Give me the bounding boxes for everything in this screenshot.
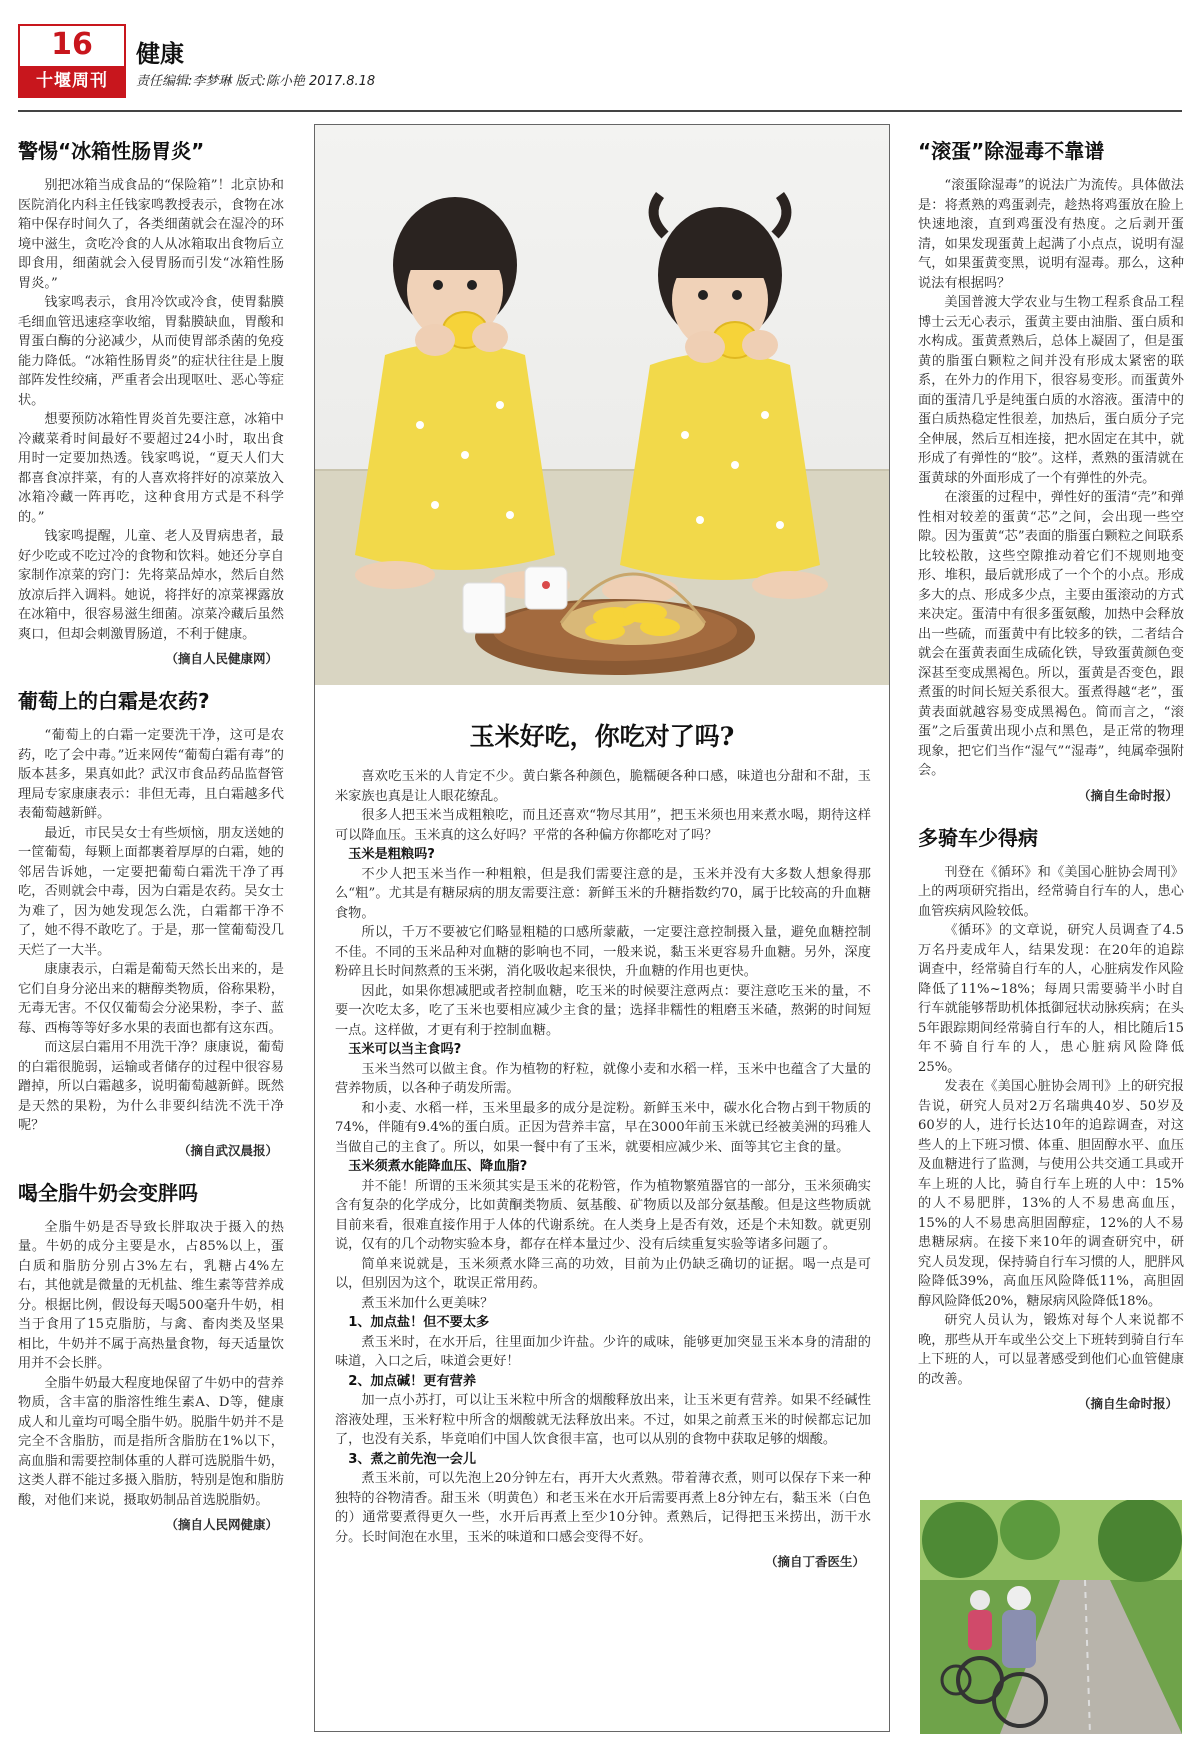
- paragraph: 和小麦、水稻一样，玉米里最多的成分是淀粉。新鲜玉米中，碳水化合物占到干物质的74%，伴随有9.4%的蛋白质。正因为营养丰富，早在3000年前玉米就已经被美洲的玛雅人当做自己的主食了。所以，如果一餐中有了玉米，就要相应减少米、面等其它主食的量。: [335, 1100, 871, 1155]
- article-source: （摘自人民健康网）: [165, 651, 278, 666]
- section-title: 健康: [136, 40, 184, 68]
- corn-article-title: 玉米好吃，你吃对了吗?: [469, 722, 735, 751]
- paragraph: 最近，市民吴女士有些烦恼，朋友送她的一筐葡萄，每颗上面都裹着厚厚的白霜，她的邻居告诉她，一定要把葡萄白霜洗干净了再吃，否则就会中毒，因为白霜是农药。吴女士为难了，因为她发现怎么洗，白霜都干净不了，她不得不敢吃了。于是，那一筐葡萄没几天烂了一大半。: [18, 825, 284, 958]
- article-title: “滚蛋”除湿毒不靠谱: [918, 139, 1105, 163]
- right-column: [918, 138, 1184, 1413]
- publication-name: 十堰周刊: [20, 66, 124, 96]
- paragraph: 康康表示，白霜是葡萄天然长出来的，是它们自身分泌出来的糖醇类物质，俗称果粉，无毒无害。不仅仅葡萄会分泌果粉，李子、蓝莓、西梅等等好多水果的表面也都有这东西。: [18, 962, 284, 1036]
- paragraph: 研究人员认为，锻炼对每个人来说都不晚，那些从开车或坐公交上下班转到骑自行车上下班的人，可以显著感受到他们心血管健康的改善。: [918, 1313, 1184, 1387]
- paragraph: 煮玉米前，可以先泡上20分钟左右，再开大火煮熟。带着薄衣煮，则可以保存下来一种独特的谷物清香。甜玉米（明黄色）和老玉米在水开后需要再煮上8分钟左右，黏玉米（白色的）通常要煮得更久一些，水开后再煮上至少10分钟。煮熟后，记得把玉米捞出，沥干水分。长时间泡在水里，玉米的味道和口感会变得不好。: [335, 1471, 871, 1545]
- paragraph: 钱家鸣提醒，儿童、老人及胃病患者，最好少吃或不吃过冷的食物和饮料。她还分享自家制作凉菜的窍门：先将菜品焯水，然后自然放凉后拌入调料。她说，将拌好的凉菜裸露放在冰箱中，很容易滋生细菌。凉菜冷藏后虽然爽口，但却会刺激胃肠道，不利于健康。: [18, 529, 284, 642]
- subheading: 玉米须煮水能降血压、降血脂?: [348, 1159, 528, 1174]
- article-eggs: [918, 138, 1184, 805]
- paragraph: 所以，千万不要被它们略显粗糙的口感所蒙蔽，一定要注意控制摄入量，避免血糖控制不佳。不同的玉米品种对血糖的影响也不同，一般来说，黏玉米更容易升血糖。另外，深度粉碎且长时间熬煮的玉米粥，消化吸收起来很快，升血糖的作用也更快。: [335, 925, 871, 979]
- paragraph: 美国普渡大学农业与生物工程系食品工程博士云无心表示，蛋黄主要由油脂、蛋白质和水构成。蛋黄煮熟后，总体上凝固了，但是蛋黄的脂蛋白颗粒之间并没有形成太紧密的联系，在外力的作用下，很容易变形。而蛋黄外面的蛋清几乎是纯蛋白质的水溶液。蛋清中的蛋白质热稳定性很差，加热后，蛋白质分子完全伸展，然后互相连接，把水固定在其中，就形成了有弹性的“胶”。这样，煮熟的蛋清就在蛋黄球的外面形成了一个有弹性的外壳。: [918, 295, 1184, 486]
- paragraph: 不少人把玉米当作一种粗粮，但是我们需要注意的是，玉米并没有大多数人想象得那么“粗”。尤其是有糖尿病的朋友需要注意：新鲜玉米的升糖指数约70，属于比较高的升血糖食物。: [335, 866, 871, 921]
- article-title: 喝全脂牛奶会变胖吗: [18, 1180, 198, 1205]
- paragraph: 钱家鸣表示，食用冷饮或冷食，使胃黏膜毛细血管迅速痉挛收缩，胃黏膜缺血，胃酸和胃蛋白酶的分泌减少，从而使胃部杀菌的免疫能力降低。“冰箱性肠胃炎”的症状往往是上腹部阵发性绞痛，严重者会出现呕吐、恶心等症状。: [18, 295, 284, 408]
- paragraph: 煮玉米时，在水开后，往里面加少许盐。少许的咸味，能够更加突显玉米本身的清甜的味道，入口之后，味道会更好！: [335, 1334, 871, 1369]
- right-child: [602, 195, 828, 604]
- subheading: 玉米是粗粮吗?: [348, 847, 435, 862]
- left-column: [18, 138, 284, 1534]
- twins-illustration: [315, 125, 889, 685]
- header-rule: [18, 110, 1182, 112]
- paragraph: 很多人把玉米当成粗粮吃，而且还喜欢“物尽其用”，把玉米须也用来煮水喝，期待这样可以降血压。玉米真的这么好吗？平常的各种偏方你都吃对了吗？: [335, 808, 871, 843]
- article-source: （摘自人民网健康）: [165, 1517, 278, 1532]
- paragraph: 发表在《美国心脏协会周刊》上的研究报告说，研究人员对2万名瑞典40岁、50岁及60岁的人，进行长达10年的追踪调查，对这些人的上下班习惯、体重、胆固醇水平、血压及血糖进行了监测，与使用公共交通工具或开车上班的人比，骑自行车上班的人中：15%的人不易肥胖，13%的人不易患高血压，15%的人不易患高胆固醇症，12%的人不易患糖尿病。在接下来10年的调查研究中，研究人员发现，保持骑自行车习惯的人，肥胖风险降低39%，高血压风险降低11%，高胆固醇风险降低20%，糖尿病风险降低18%。: [918, 1079, 1184, 1309]
- paragraph: 全脂牛奶最大程度地保留了牛奶中的营养物质，含丰富的脂溶性维生素A、D等，健康成人和儿童均可喝全脂牛奶。脱脂牛奶并不是完全不含脂肪，而是指所含脂肪在1%以下，高血脂和需要控制体重的人群可选脱脂牛奶，这类人群不能过多摄入脂肪，特别是饱和脂肪酸，对他们来说，摄取奶制品首选脱脂奶。: [18, 1375, 284, 1508]
- masthead: [18, 24, 1182, 102]
- article-source: （摘自生命时报）: [1077, 1396, 1178, 1411]
- article-fridge: [18, 138, 284, 668]
- page-number-box: [18, 24, 126, 98]
- paragraph: 在滚蛋的过程中，弹性好的蛋清“壳”和弹性相对较差的蛋黄“芯”之间，会出现一些空隙。因为蛋黄“芯”表面的脂蛋白颗粒之间联系比较松散，这些空隙推动着它们不规则地变形、堆积，最后就形成了一个个的小点。形成多大的点、形成多少点，主要由蛋滚动的方式来决定。蛋清中有很多蛋氨酸，加热中会释放出一些硫，而蛋黄中有比较多的铁，二者结合就会在蛋黄表面生成硫化铁，导致蛋黄颜色变深甚至变成黑褐色。所以，蛋黄是否变色，跟煮蛋的时间长短关系很大。蛋煮得越“老”，蛋黄表面就越容易变成黑褐色。简而言之，“滚蛋”之后蛋黄出现小点和黑色，是正常的物理现象，把它们当作“湿气”“湿毒”，纯属牵强附会。: [918, 490, 1184, 778]
- editor-credits: 责任编辑:李梦琳 版式:陈小艳 2017.8.18: [136, 74, 376, 89]
- paragraph: 想要预防冰箱性胃炎首先要注意，冰箱中冷藏菜肴时间最好不要超过24小时，取出食用时一定要加热透。钱家鸣说，“夏天人们大都喜食凉拌菜，有的人喜欢将拌好的凉菜放入冰箱冷藏一阵再吃，这种食用方式是不科学的。”: [18, 412, 284, 525]
- paragraph: 全脂牛奶是否导致长胖取决于摄入的热量。牛奶的成分主要是水，占85%以上，蛋白质和脂肪分别占3%左右，乳糖占4%左右，其他就是微量的无机盐、维生素等营养成分。根据比例，假设每天喝500毫升牛奶，相当于食用了15克脂肪，与禽、畜肉类及坚果相比，牛奶并不属于高热量食物，每天适量饮用并不会长胖。: [18, 1219, 284, 1371]
- paragraph: 玉米当然可以做主食。作为植物的籽粒，就像小麦和水稻一样，玉米中也蕴含了大量的营养物质，以各种子萌发所需。: [335, 1061, 871, 1096]
- paragraph: 煮玉米加什么更美味？: [361, 1295, 494, 1311]
- article-source: （摘自武汉晨报）: [177, 1142, 278, 1158]
- subheading: 1、加点盐！但不要太多: [348, 1315, 490, 1330]
- subheading: 3、煮之前先泡一会儿: [348, 1451, 477, 1467]
- page-number: 16: [51, 27, 93, 62]
- article-title: 葡萄上的白霜是农药?: [18, 689, 210, 713]
- paragraph: 因此，如果你想减肥或者控制血糖，吃玉米的时候要注意两点：要注意吃玉米的量，不要一次吃太多，吃了玉米也要相应减少主食的量；选择非糯性的粗磨玉米碴，熬粥的时间短一点。这样做，才更有利于控制血糖。: [335, 983, 871, 1038]
- twins-eating-corn-photo: [315, 125, 889, 685]
- cyclists-illustration: [920, 1500, 1182, 1734]
- paragraph: 别把冰箱当成食品的“保险箱”！北京协和医院消化内科主任钱家鸣教授表示，食物在冰箱中保存时间久了，各类细菌就会在湿冷的环境中滋生，贪吃冷食的人从冰箱取出食物后立即食用，细菌就会入侵胃肠而引发“冰箱性肠胃炎。”: [18, 178, 284, 291]
- corn-feature-box: [314, 124, 890, 1732]
- corn-article-body: [335, 767, 871, 1571]
- paragraph: 喜欢吃玉米的人肯定不少。黄白紫各种颜色，脆糯硬各种口感，味道也分甜和不甜，玉米家族也真是让人眼花缭乱。: [335, 769, 871, 804]
- subheading: 2、加点碱！更有营养: [348, 1373, 477, 1389]
- article-source: （摘自丁香医生）: [764, 1554, 865, 1569]
- article-title: 多骑车少得病: [918, 825, 1038, 850]
- article-title: 警惕“冰箱性肠胃炎”: [18, 139, 205, 163]
- paragraph: 并不能！所谓的玉米须其实是玉米的花粉管，作为植物繁殖器官的一部分，玉米须确实含有复杂的化学成分，比如黄酮类物质、氨基酸、矿物质以及部分氨基酸。但是这些物质就目前来看，很难直接作用于人体的代谢系统。在人类身上是否有效，还是个未知数。就更别说，仅有的几个动物实验本身，都存在样本量过少、没有后续重复实验等诸多问题了。: [335, 1178, 871, 1252]
- paragraph: 而这层白霜用不用洗干净？康康说，葡萄的白霜很脆弱，运输或者储存的过程中很容易蹭掉，所以白霜越多，说明葡萄越新鲜。既然是天然的果粉，为什么非要纠结洗不洗干净呢？: [18, 1040, 284, 1133]
- cycling-photo: [920, 1500, 1182, 1734]
- article-source: （摘自生命时报）: [1077, 787, 1178, 803]
- paragraph: 《循环》的文章说，研究人员调查了4.5万名丹麦成年人，结果发现：在20年的追踪调查中，经常骑自行车的人，心脏病发作风险降低了11%~18%；每周只需要骑半小时自行车就能够帮助机体抵御冠状动脉疾病；在头5年跟踪期间经常骑自行车的人，相比随后15年不骑自行车的人，患心脏病风险降低25%。: [918, 923, 1184, 1075]
- article-milk: [18, 1180, 284, 1535]
- article-cycling: [918, 825, 1184, 1414]
- paragraph: 简单来说就是，玉米须煮水降三高的功效，目前为止仍缺乏确切的证据。喝一点是可以，但别因为这个，耽误正常用药。: [335, 1256, 871, 1291]
- paragraph: 加一点小苏打，可以让玉米粒中所含的烟酸释放出来，让玉米更有营养。如果不经碱性溶液处理，玉米籽粒中所含的烟酸就无法释放出来。不过，如果之前煮玉米的时候都忘记加了，也没有关系，毕竟咱们中国人饮食很丰富，也可以从别的食物中获取足够的烟酸。: [335, 1393, 871, 1447]
- paragraph: “滚蛋除湿毒”的说法广为流传。具体做法是：将煮熟的鸡蛋剥壳，趁热将鸡蛋放在脸上快速地滚，直到鸡蛋没有热度。之后剥开蛋清，如果发现蛋黄上起满了小点点，说明有湿气，如果蛋黄变黑，说明有湿毒。那么，这种说法有根据吗？: [918, 178, 1184, 291]
- paragraph: 刊登在《循环》和《美国心脏协会周刊》上的两项研究指出，经常骑自行车的人，患心血管疾病风险较低。: [918, 864, 1184, 919]
- article-grapes: [18, 688, 284, 1160]
- paragraph: “葡萄上的白霜一定要洗干净，这可是农药，吃了会中毒。”近来网传“葡萄白霜有毒”的版本甚多，果真如此？武汉市食品药品监督管理局专家康康表示：非但无毒，且白霜越多代表葡萄越新鲜。: [18, 728, 284, 821]
- subheading: 玉米可以当主食吗?: [348, 1042, 462, 1057]
- left-child: [355, 197, 570, 599]
